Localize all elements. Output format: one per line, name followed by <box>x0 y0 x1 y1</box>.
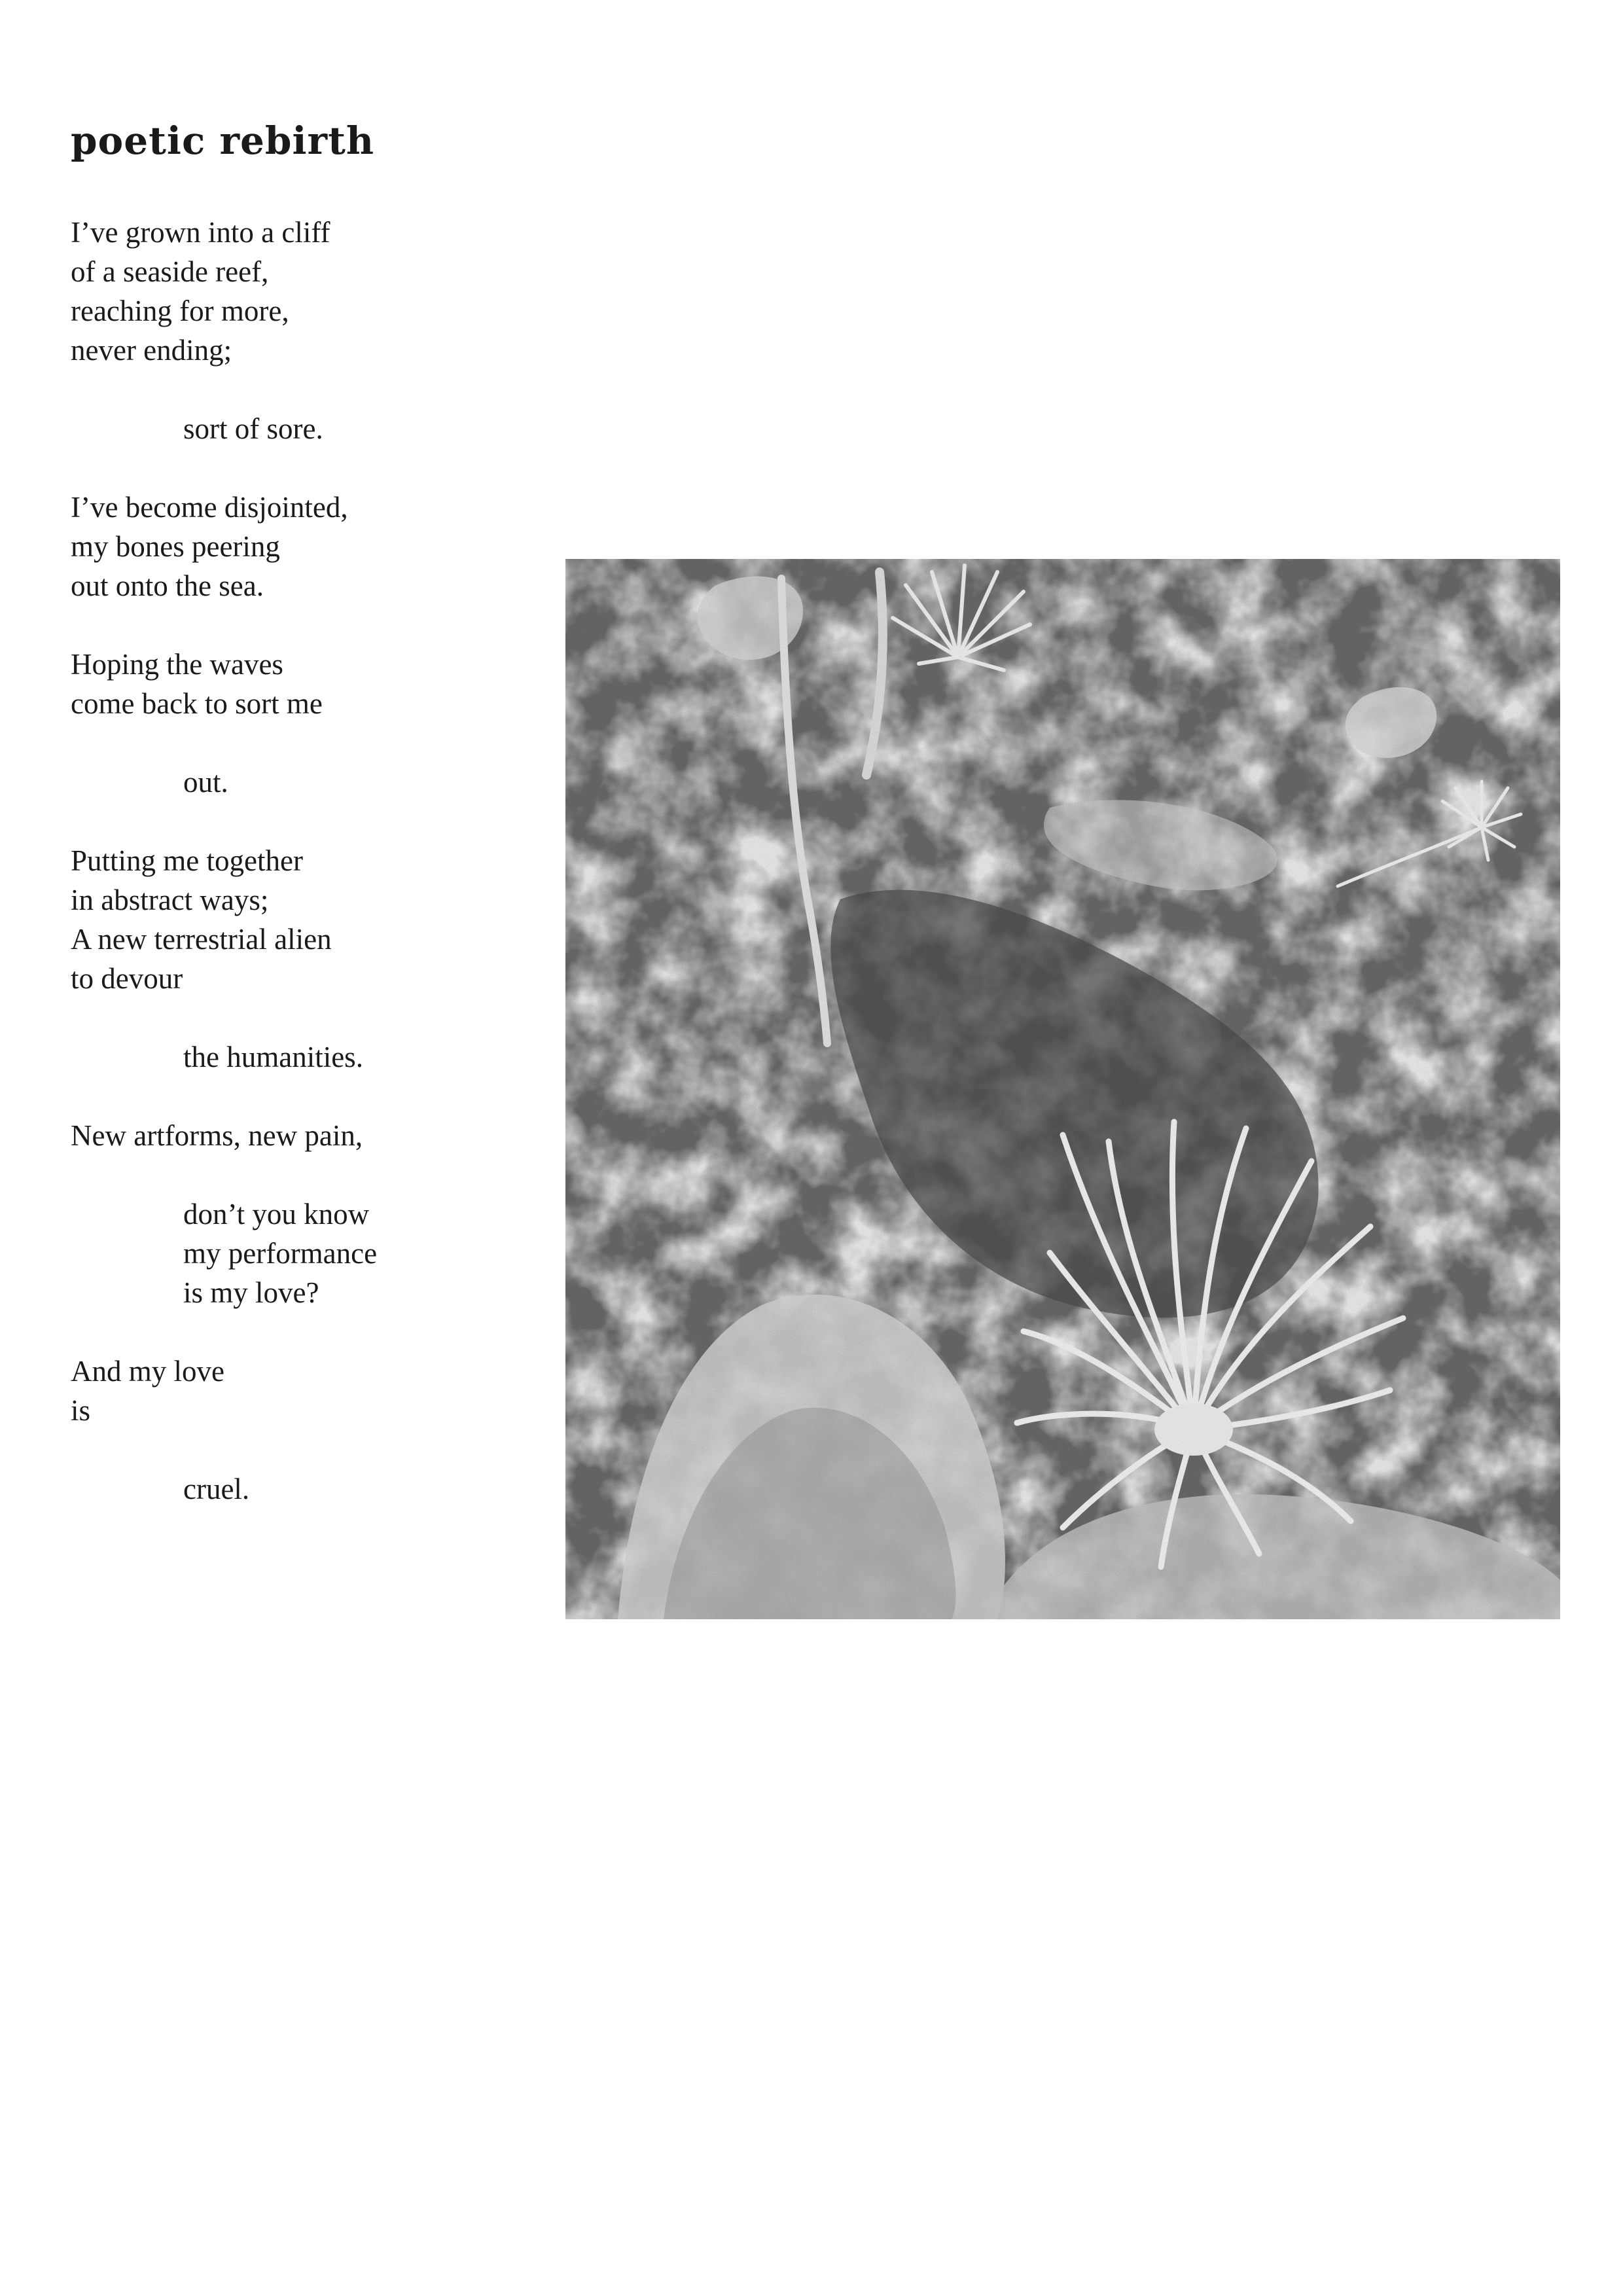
poem-line: of a seaside reef, <box>71 255 269 288</box>
poem-line: I’ve become disjointed, <box>71 491 348 524</box>
poem-line: reaching for more, <box>71 295 289 327</box>
stanza <box>71 213 463 370</box>
indented-stanza <box>71 1037 463 1077</box>
poem-body <box>71 213 463 1548</box>
poem-line: come back to sort me <box>71 687 323 720</box>
poem-line: is my love? <box>183 1276 319 1309</box>
stanza <box>71 645 463 723</box>
plant-core <box>1154 1403 1233 1456</box>
poem-line: sort of sore. <box>183 412 323 445</box>
poem-line: Putting me together <box>71 844 303 877</box>
poem-line: my performance <box>183 1237 378 1270</box>
poem-title: poetic rebirth <box>71 118 375 163</box>
stanza <box>71 1116 463 1155</box>
poem-line: A new terrestrial alien <box>71 923 332 956</box>
indented-stanza <box>71 1469 463 1509</box>
poem-line: I’ve grown into a cliff <box>71 216 330 249</box>
reef-photo <box>565 559 1560 1619</box>
indented-stanza <box>71 1194 463 1312</box>
poem-line: cruel. <box>183 1473 250 1505</box>
indented-stanza <box>71 409 463 448</box>
poem-line: is <box>71 1394 91 1427</box>
poem-line: my bones peering <box>71 530 280 563</box>
poem-line: to devour <box>71 962 183 995</box>
poem-line: out. <box>183 766 228 798</box>
stanza <box>71 1352 463 1430</box>
stanza <box>71 488 463 605</box>
stanza <box>71 841 463 998</box>
poem-line: And my love <box>71 1355 224 1388</box>
poem-line: in abstract ways; <box>71 884 269 916</box>
poem-line: New artforms, new pain, <box>71 1119 363 1152</box>
poem-line: the humanities. <box>183 1041 363 1073</box>
poem-line: out onto the sea. <box>71 569 264 602</box>
poem-line: Hoping the waves <box>71 648 283 681</box>
poem-line: never ending; <box>71 334 232 367</box>
indented-stanza <box>71 762 463 802</box>
poem-line: don’t you know <box>183 1198 370 1230</box>
